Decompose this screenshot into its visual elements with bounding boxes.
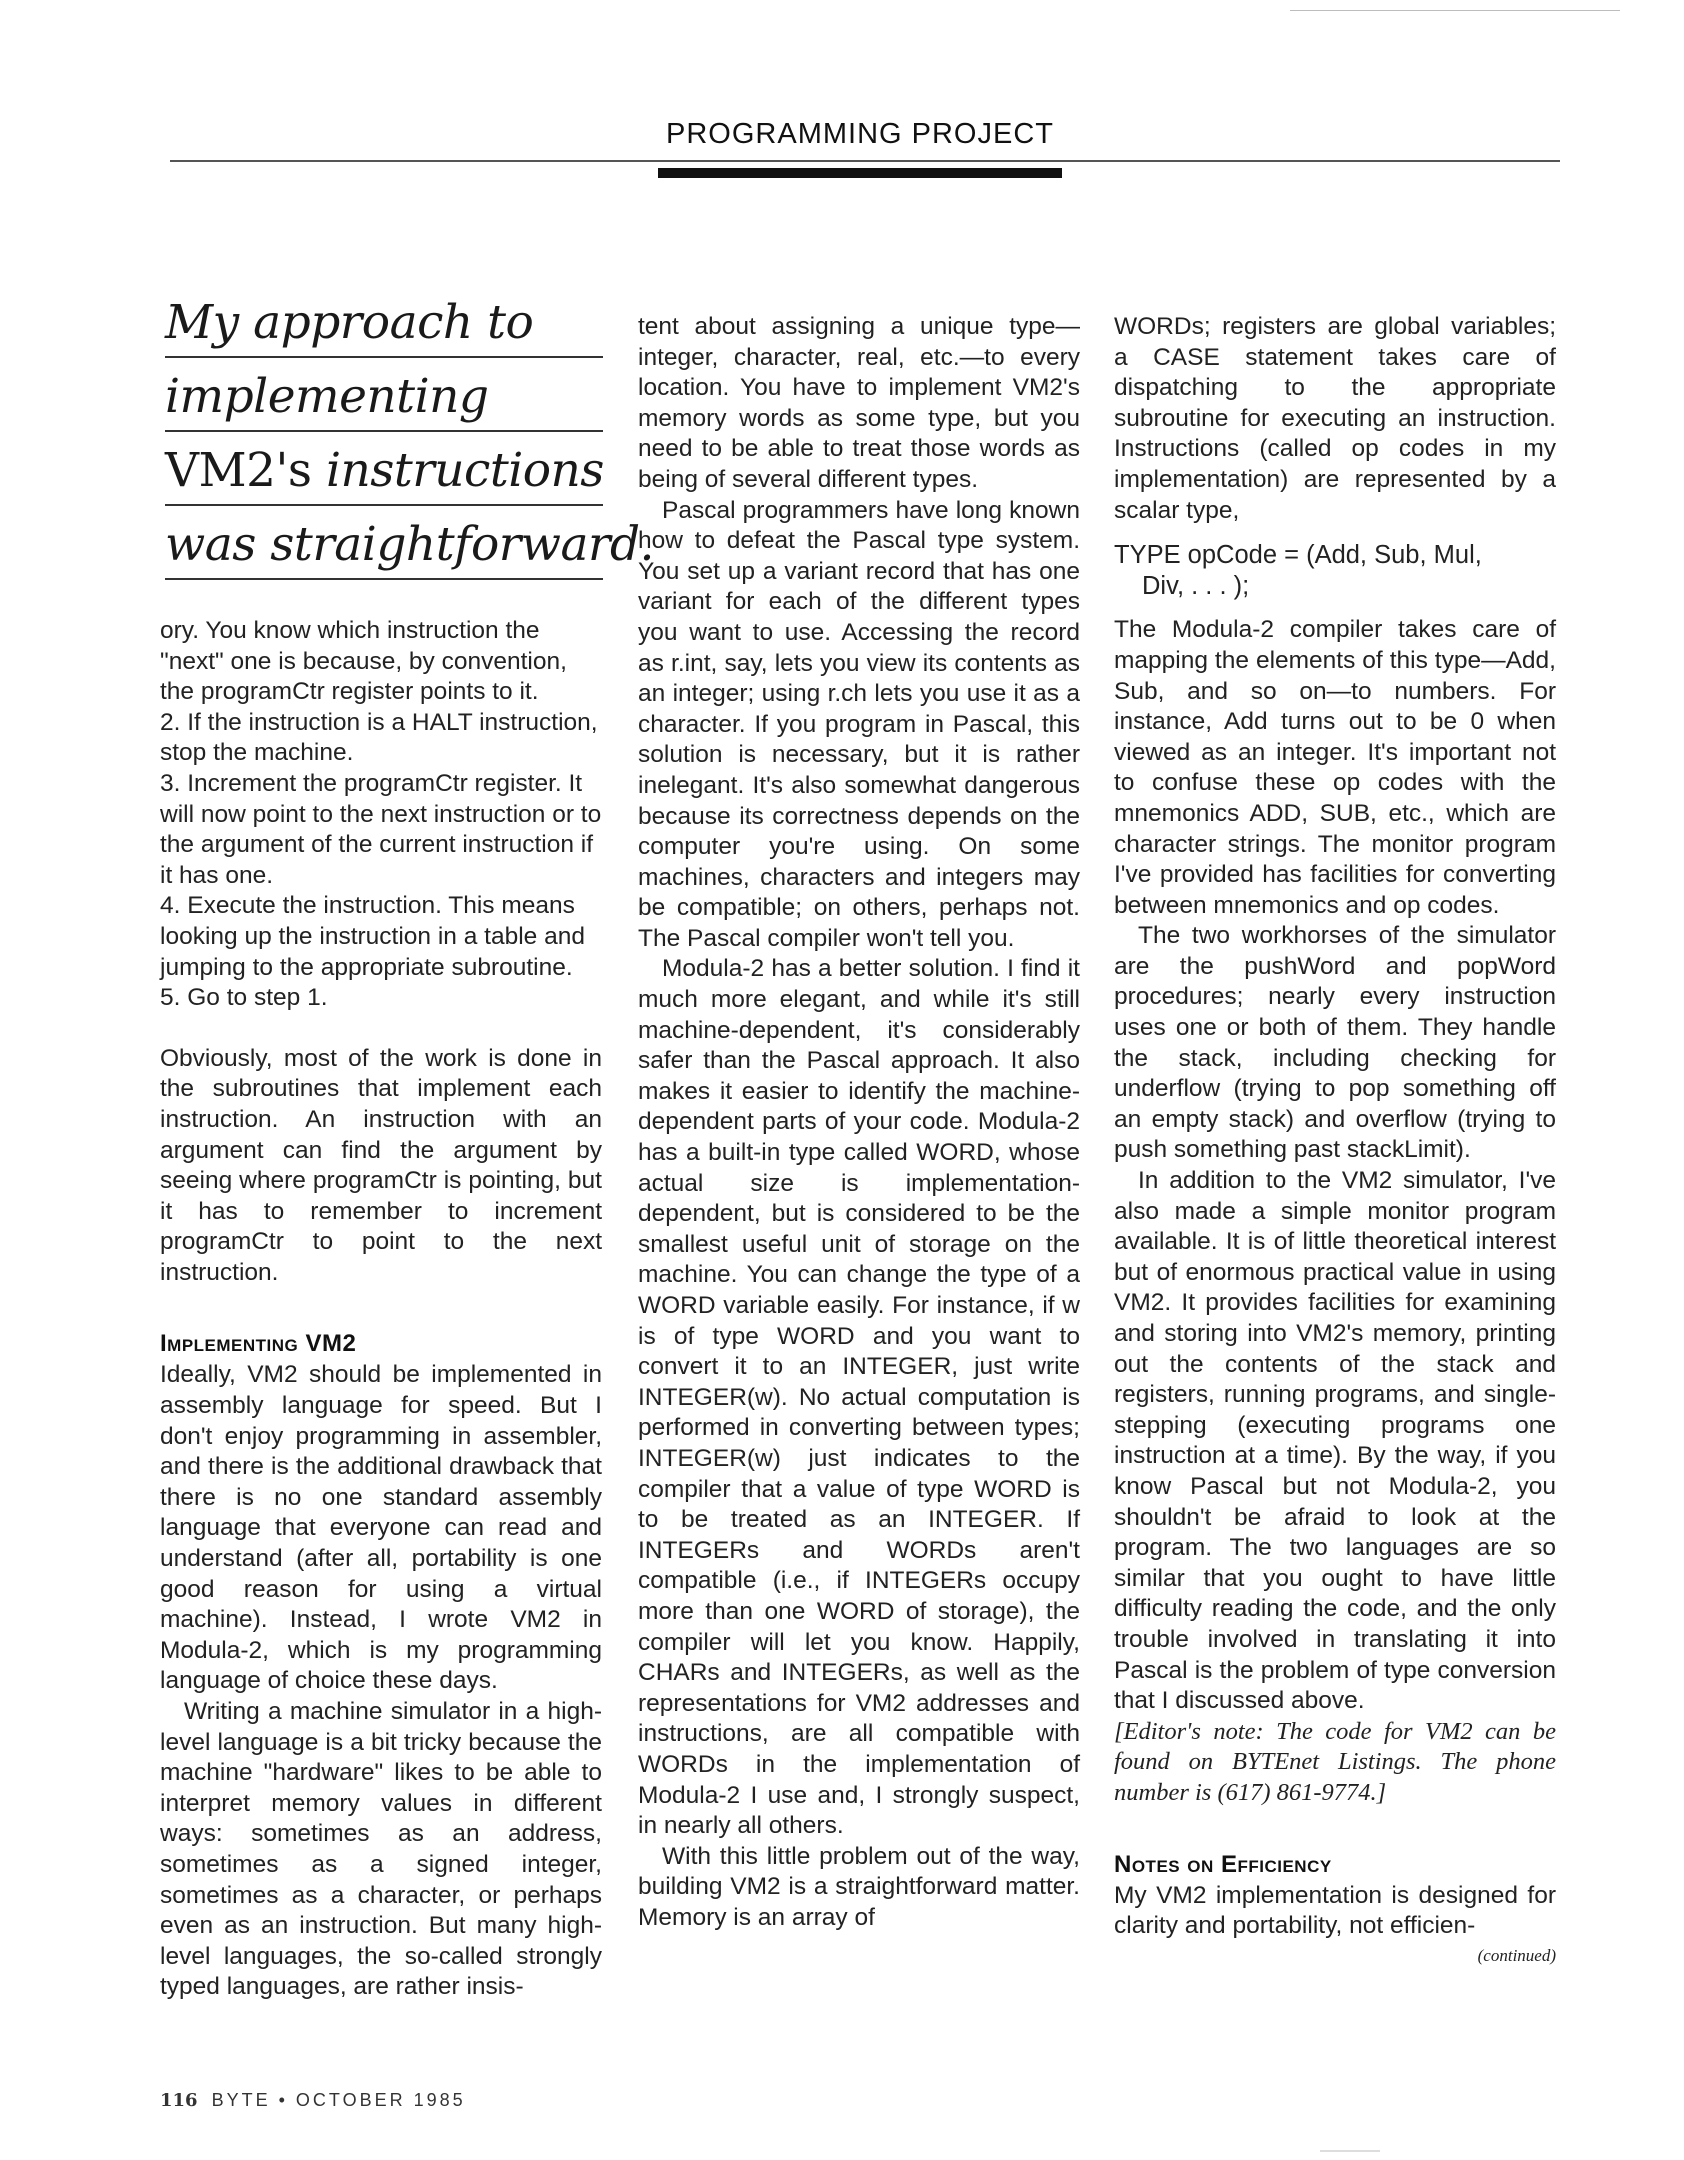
paragraph: The two workhorses of the simulator are the pushWord and popWord procedures; nearly every instruction uses one or both of them. They handle the stack, including checking for underflow (trying to pop something off an empty stack) and overflow (trying to push something past stackLimit). [1114,922,1556,1164]
heading-implementing-vm2: Implementing VM2 [160,1330,357,1358]
code-block [1114,540,1556,601]
column-1 [160,616,602,2003]
heading-notes-on-efficiency: Notes on Efficiency [1114,1850,1332,1878]
section-label: PROGRAMMING PROJECT [666,118,1054,150]
paragraph: Ideally, VM2 should be implemented in assembly language for speed. But I don't enjoy programming in assembler, and there is the additional drawback that there is no one standard assembly language that everyone can read and understand (after all, portability is one good reason for using a virtual machine). Instead, I wrote VM2 in Modula-2, which is my programming language of choice these days. [160,1361,602,1695]
code-line: Div, . . . ); [1142,571,1250,600]
header-thick-rule [658,168,1062,178]
paragraph: With this little problem out of the way, building VM2 is a straightforward matter. Memory is an array of [638,1842,1080,1931]
pull-quote-vm2: VM2's [165,443,312,498]
paragraph: Obviously, most of the work is done in the subroutines that implement each instruction. An instruction with an argument can find the argument by seeing where programCtr is pointing, but it has to remember to increment programCtr to point to the next instruction. [160,1044,602,1286]
bottom-mark [1320,2150,1380,2152]
header-thin-rule [170,160,1560,162]
step-4: 4. Execute the instruction. This means looking up the instruction in a table and jumping to the appropriate subroutine. [160,892,585,981]
editor-note: [Editor's note: The code for VM2 can be found on BYTEnet Listings. The phone number is (617) 861-9774.] [1114,1717,1556,1806]
pull-quote-line: implementing [165,364,603,432]
pull-quote-line: was straightforward. [165,512,603,580]
paragraph: My VM2 implementation is designed for clarity and portability, not efficien- [1114,1881,1556,1940]
page-footer [160,2090,466,2111]
step-2: 2. If the instruction is a HALT instruction, stop the machine. [160,708,598,767]
paragraph: The Modula-2 compiler takes care of mapping the elements of this type—Add, Sub, and so on—to numbers. For instance, Add turns out to be 0 when viewed as an integer. It's important not to confuse these op codes with the mnemonics ADD, SUB, etc., which are character strings. The monitor program I've provided has facilities for converting between mnemonics and op codes. [1114,616,1556,919]
continued-label: (continued) [1477,1945,1556,1965]
paragraph: tent about assigning a unique type—integer, character, real, etc.—to every location. You have to implement VM2's memory words as some type, but you need to be able to treat those words as being of several different types. [638,313,1080,493]
pull-quote-line [165,438,603,506]
pull-quote [165,290,654,586]
step-3: 3. Increment the programCtr register. It will now point to the next instruction or to the argument of the current instruction if it has one. [160,769,602,889]
paragraph: WORDs; registers are global variables; a CASE statement takes care of dispatching to the appropriate subroutine for executing an instruction. Instructions (called op codes in my implementation) are represented by a scalar type, [1114,313,1556,524]
publication-line: BYTE • OCTOBER 1985 [211,2090,466,2110]
step-5: 5. Go to step 1. [160,984,328,1012]
paragraph: Modula-2 has a better solution. I find it much more elegant, and while it's still machine-dependent, it's considerably safer than the Pascal approach. It also makes it easier to identify the machine-dependent parts of your code. Modula-2 has a built-in type called WORD, whose actual size is implementation-dependent, but is considered to be the smallest useful unit of storage on the machine. You can change the type of a WORD variable easily. For instance, if w is of type WORD and you want to convert it to an INTEGER, just write INTEGER(w). No actual computation is performed in converting between types; INTEGER(w) just indicates to the compiler that a value of type WORD is to be treated as an INTEGER. If INTEGERs and WORDs aren't compatible (i.e., if INTEGERs occupy more than one WORD of storage), the compiler will let you know. Happily, CHARs and INTEGERs, as well as the representations for VM2 addresses and instructions, are all compatible with WORDs in the implementation of Modula-2 I use and, I strongly suspect, in nearly all others. [638,955,1080,1840]
pull-quote-instructions: instructions [311,443,604,498]
paragraph: ory. You know which instruction the "next" one is because, by convention, the programCtr register points to it. [160,617,567,706]
paragraph: Pascal programmers have long known how to defeat the Pascal type system. You set up a variant record that has one variant for each of the different types you want to use. Accessing the record as r.int, say, lets you view its contents as an integer; using r.ch lets you use it as a character. If you program in Pascal, this solution is necessary, but it is rather inelegant. It's also somewhat dangerous because its correctness depends on the computer you're using. On some machines, characters and integers may be compatible; on others, perhaps not. The Pascal compiler won't tell you. [638,496,1080,952]
column-2 [638,312,1080,1933]
top-edge-rule [1290,10,1620,11]
page-number: 116 [160,2090,198,2111]
section-header [170,112,1560,180]
paragraph: Writing a machine simulator in a high-level language is a bit tricky because the machine "hardware" likes to be able to interpret memory values in different ways: sometimes as an address, sometimes as a signed integer, sometimes as a character, or perhaps even as an instruction. But many high-level languages, the so-called strongly typed languages, are rather insis- [160,1698,602,2001]
column-3 [1114,312,1556,1968]
pull-quote-line: My approach to [165,290,603,358]
code-line: TYPE opCode = (Add, Sub, Mul, [1114,541,1482,570]
paragraph: In addition to the VM2 simulator, I've also made a simple monitor program available. It is of little theoretical interest but of enormous practical value in using VM2. It provides facilities for examining and storing into VM2's memory, printing out the contents of the stack and registers, running programs, and single-stepping (executing programs one instruction at a time). By the way, if you know Pascal but not Modula-2, you shouldn't be afraid to look at the program. The two languages are so similar that you ought to have little difficulty reading the code, and the only trouble involved in translating it into Pascal is the problem of type conversion that I discussed above. [1114,1167,1556,1715]
